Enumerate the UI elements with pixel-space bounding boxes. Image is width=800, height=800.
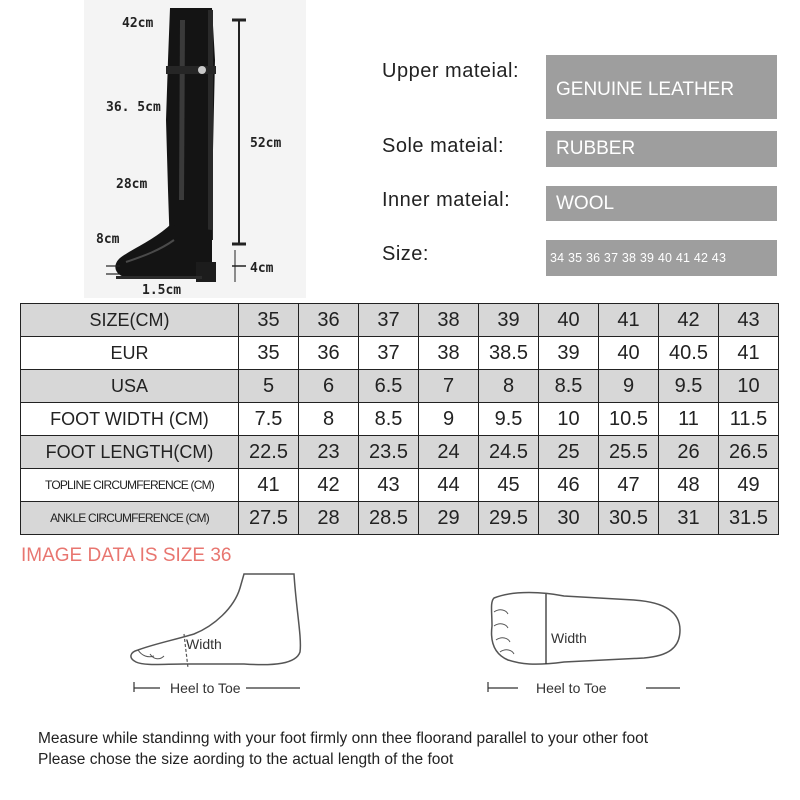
table-cell: 38: [419, 304, 479, 337]
table-cell: 39: [539, 337, 599, 370]
table-cell: 22.5: [239, 436, 299, 469]
table-row: [21, 502, 779, 535]
mid-height-label: 36. 5cm: [106, 100, 161, 115]
table-cell: 29: [419, 502, 479, 535]
table-cell: 10: [719, 370, 779, 403]
row-header: EUR: [21, 337, 239, 370]
inner-material-value: WOOL: [546, 186, 777, 221]
table-cell: 9.5: [659, 370, 719, 403]
table-cell: 25.5: [599, 436, 659, 469]
table-cell: 25: [539, 436, 599, 469]
row-header: ANKLE CIRCUMFERENCE (CM): [21, 502, 239, 535]
table-cell: 9: [419, 403, 479, 436]
table-cell: 24.5: [479, 436, 539, 469]
row-header: FOOT LENGTH(CM): [21, 436, 239, 469]
table-cell: 48: [659, 469, 719, 502]
sole-foot-outline: [492, 593, 681, 665]
row-header: TOPLINE CIRCUMFERENCE (CM): [21, 469, 239, 502]
calf-height-label: 28cm: [116, 177, 148, 192]
row-header: SIZE(CM): [21, 304, 239, 337]
table-cell: 11.5: [719, 403, 779, 436]
table-cell: 9.5: [479, 403, 539, 436]
boot-shaft: [166, 8, 215, 250]
table-cell: 29.5: [479, 502, 539, 535]
table-cell: 6: [299, 370, 359, 403]
table-cell: 30: [539, 502, 599, 535]
table-cell: 42: [659, 304, 719, 337]
table-cell: 30.5: [599, 502, 659, 535]
size-table-body: [21, 304, 779, 535]
inner-material-label: Inner mateial:: [382, 189, 511, 211]
heel-height-label: 4cm: [250, 261, 274, 276]
table-cell: 5: [239, 370, 299, 403]
table-row: [21, 403, 779, 436]
table-cell: 23.5: [359, 436, 419, 469]
table-cell: 41: [239, 469, 299, 502]
table-cell: 40: [599, 337, 659, 370]
table-cell: 8.5: [359, 403, 419, 436]
table-cell: 26.5: [719, 436, 779, 469]
table-cell: 28.5: [359, 502, 419, 535]
row-header: FOOT WIDTH (CM): [21, 403, 239, 436]
table-cell: 43: [359, 469, 419, 502]
table-cell: 36: [299, 304, 359, 337]
table-cell: 35: [239, 304, 299, 337]
sole-material-label: Sole mateial:: [382, 135, 505, 157]
table-cell: 40: [539, 304, 599, 337]
table-cell: 9: [599, 370, 659, 403]
size-chart-table: [20, 303, 779, 535]
upper-material-value: GENUINE LEATHER: [546, 55, 777, 119]
table-cell: 10: [539, 403, 599, 436]
table-cell: 39: [479, 304, 539, 337]
table-cell: 31: [659, 502, 719, 535]
table-cell: 42: [299, 469, 359, 502]
table-cell: 26: [659, 436, 719, 469]
table-row: [21, 370, 779, 403]
size-range-value: 34 35 36 37 38 39 40 41 42 43: [546, 240, 777, 276]
table-cell: 31.5: [719, 502, 779, 535]
table-cell: 43: [719, 304, 779, 337]
boot-photo: [84, 0, 306, 298]
table-cell: 41: [599, 304, 659, 337]
shaft-length-label: 52cm: [250, 136, 282, 151]
table-cell: 8: [479, 370, 539, 403]
table-row: [21, 469, 779, 502]
table-cell: 24: [419, 436, 479, 469]
top-height-label: 42cm: [122, 16, 154, 31]
table-cell: 45: [479, 469, 539, 502]
table-cell: 36: [299, 337, 359, 370]
table-cell: 11: [659, 403, 719, 436]
table-cell: 46: [539, 469, 599, 502]
side-foot-diagram: [124, 568, 314, 698]
table-cell: 8.5: [539, 370, 599, 403]
buckle-icon: [198, 66, 206, 74]
instruction-line-2: Please chose the size aording to the actual length of the foot: [38, 751, 454, 768]
table-cell: 23: [299, 436, 359, 469]
table-row: [21, 304, 779, 337]
table-cell: 7.5: [239, 403, 299, 436]
table-row: [21, 436, 779, 469]
sole-width-label: Width: [551, 630, 587, 646]
instruction-line-1: Measure while standinng with your foot firmly onn thee floorand parallel to your other foot: [38, 730, 649, 747]
table-cell: 28: [299, 502, 359, 535]
table-cell: 10.5: [599, 403, 659, 436]
row-header: USA: [21, 370, 239, 403]
side-length-label: Heel to Toe: [170, 680, 241, 696]
table-cell: 44: [419, 469, 479, 502]
platform-height-label: 1.5cm: [142, 283, 182, 298]
table-cell: 41: [719, 337, 779, 370]
table-cell: 37: [359, 337, 419, 370]
side-width-label: Width: [186, 636, 222, 652]
table-cell: 6.5: [359, 370, 419, 403]
table-cell: 7: [419, 370, 479, 403]
table-cell: 38: [419, 337, 479, 370]
table-cell: 40.5: [659, 337, 719, 370]
image-data-note: IMAGE DATA IS SIZE 36: [21, 545, 232, 566]
table-cell: 38.5: [479, 337, 539, 370]
table-cell: 47: [599, 469, 659, 502]
upper-material-label: Upper mateial:: [382, 60, 520, 82]
table-cell: 49: [719, 469, 779, 502]
table-cell: 8: [299, 403, 359, 436]
ankle-height-label: 8cm: [96, 232, 120, 247]
table-cell: 35: [239, 337, 299, 370]
table-cell: 37: [359, 304, 419, 337]
table-cell: 27.5: [239, 502, 299, 535]
table-row: [21, 337, 779, 370]
sole-material-value: RUBBER: [546, 131, 777, 167]
size-label: Size:: [382, 243, 429, 265]
sole-length-label: Heel to Toe: [536, 680, 607, 696]
